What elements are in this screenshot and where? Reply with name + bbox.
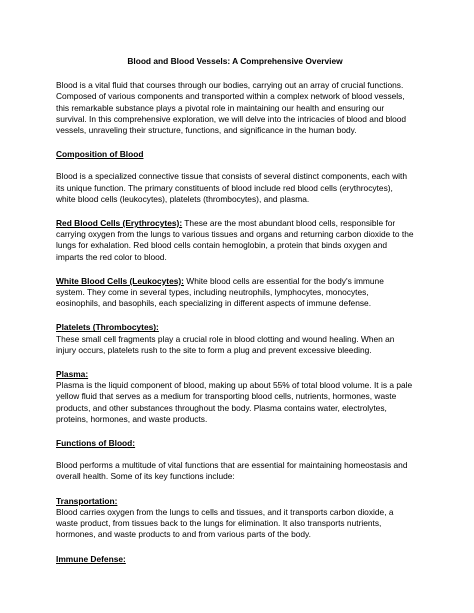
transportation-heading: Transportation: xyxy=(56,495,118,506)
rbc-heading: Red Blood Cells (Erythrocytes): xyxy=(56,218,183,229)
wbc-paragraph xyxy=(56,276,414,310)
functions-heading: Functions of Blood: xyxy=(56,438,136,449)
functions-paragraph: Blood performs a multitude of vital functions that are essential for maintaining homeostasis and overall health. Some of its key functions include: xyxy=(56,460,408,482)
platelets-paragraph: These small cell fragments play a crucial role in blood clotting and wound healing. When an injury occurs, platelets rush to the site to form a plug and prevent excessive bleeding. xyxy=(56,333,395,355)
rbc-paragraph xyxy=(56,218,414,263)
composition-heading: Composition of Blood xyxy=(56,149,144,160)
wbc-body: White blood cells are essential for the body's immune system. They come in several types, including neutrophils, lymphocytes, monocytes, eosinophils, and basophils, each specializing in different aspects of immune defense. xyxy=(56,275,384,309)
immune-defense-heading: Immune Defense: xyxy=(56,553,126,564)
transportation-paragraph: Blood carries oxygen from the lungs to cells and tissues, and it transports carbon dioxide, a waste product, from tissues back to the lungs for elimination. It also transports nutrients, hormones, and waste products to and from various parts of the body. xyxy=(56,506,394,540)
wbc-heading: White Blood Cells (Leukocytes): xyxy=(56,275,184,286)
intro-paragraph: Blood is a vital fluid that courses through our bodies, carrying out an array of crucial functions. Composed of various components and transported within a complex network of blood vessels, this remarkable substance plays a pivotal role in maintaining our health and ensuring our survival. In this comprehensive exploration, we will delve into the intricacies of blood and blood vessels, unraveling their structure, functions, and significance in the human body. xyxy=(56,80,407,136)
rbc-body: These are the most abundant blood cells, responsible for carrying oxygen from the lungs to various tissues and organs and returning carbon dioxide to the lungs for exhalation. Red blood cells contain hemoglobin, a protein that binds oxygen and imparts the red color to blood. xyxy=(56,218,414,262)
composition-paragraph: Blood is a specialized connective tissue that consists of several distinct components, each with its unique function. The primary constituents of blood include red blood cells (erythrocytes), white blood cells (leukocytes), platelets (thrombocytes), and plasma. xyxy=(56,171,408,204)
platelets-heading: Platelets (Thrombocytes): xyxy=(56,322,159,333)
plasma-paragraph: Plasma is the liquid component of blood, making up about 55% of total blood volume. It is a pale yellow fluid that serves as a medium for transporting blood cells, nutrients, hormones, waste products, and other substances throughout the body. Plasma contains water, electrolytes, proteins, hormones, and waste products. xyxy=(56,380,413,424)
document-title: Blood and Blood Vessels: A Comprehensive Overview xyxy=(127,56,343,66)
plasma-heading: Plasma: xyxy=(56,369,89,380)
